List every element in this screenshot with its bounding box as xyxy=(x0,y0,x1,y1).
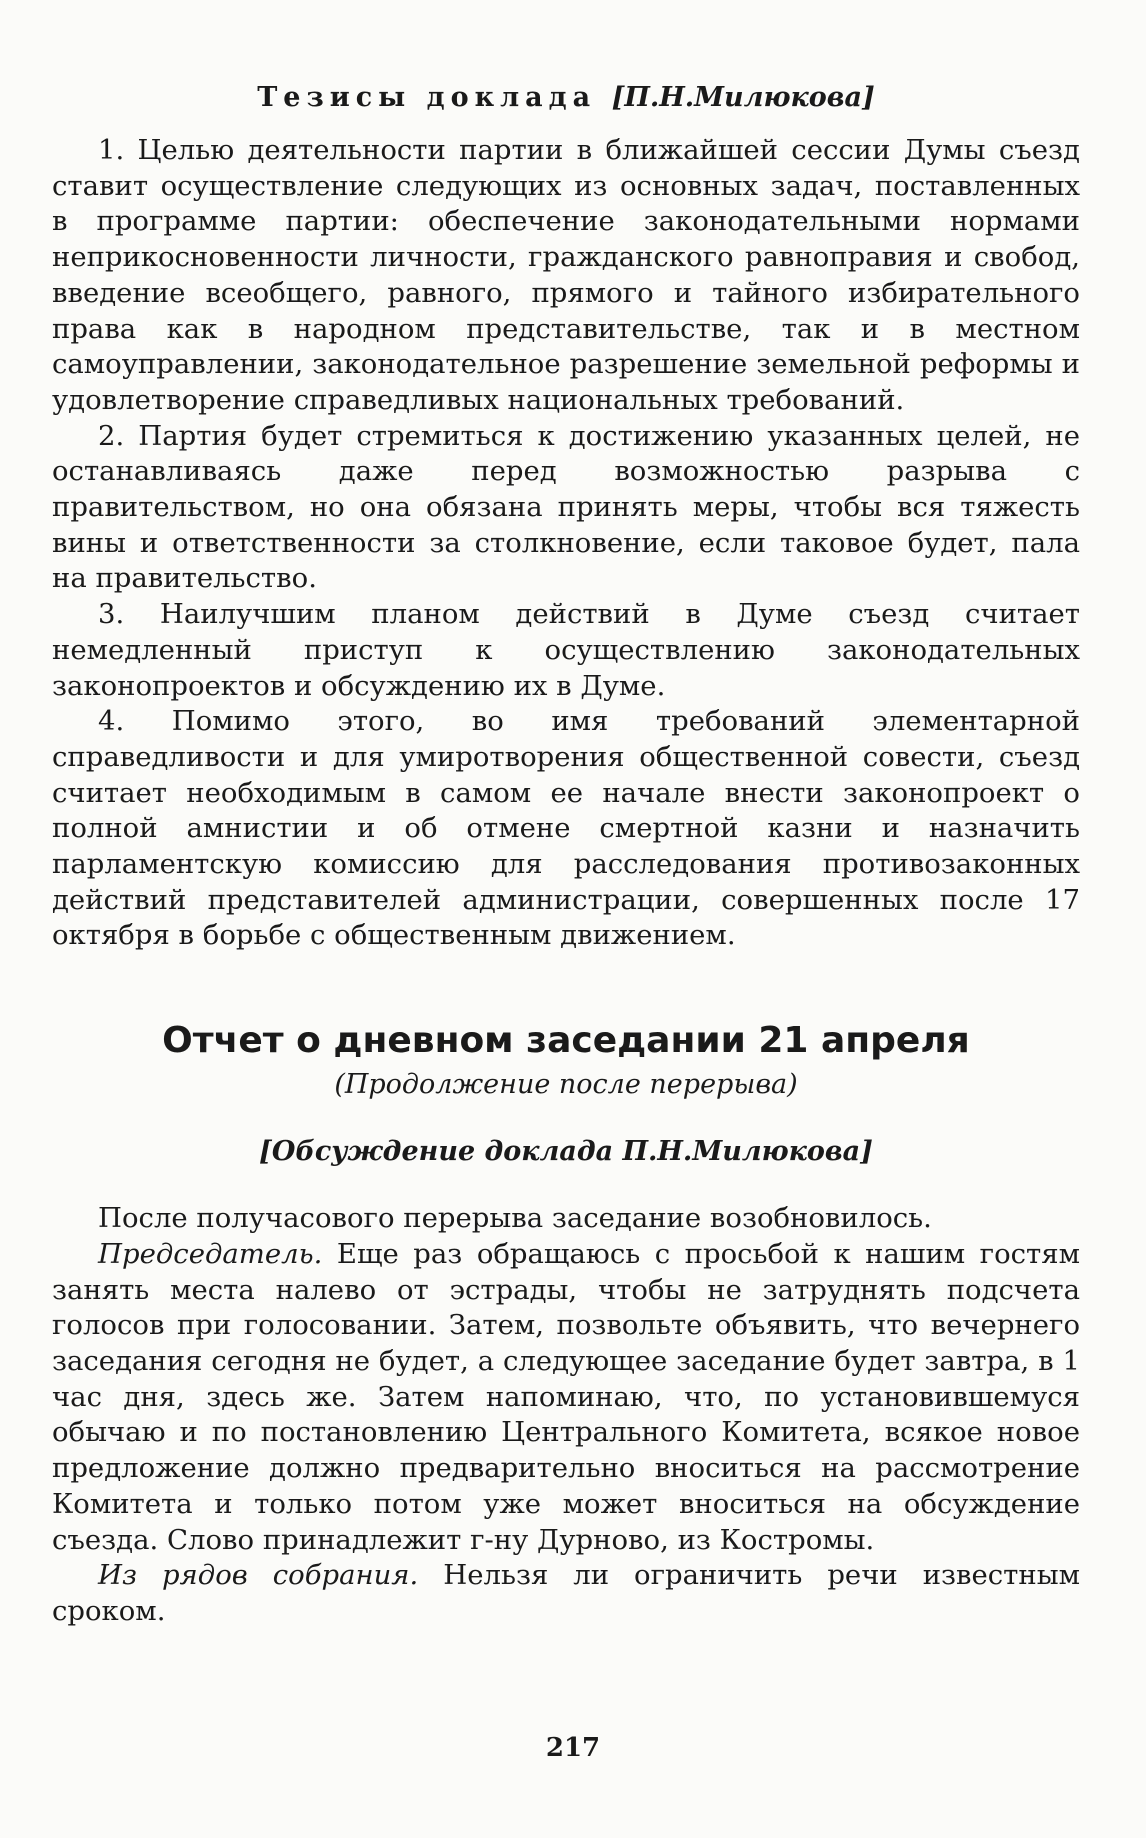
floor-remark xyxy=(52,1558,1080,1629)
report-opening: После получасового перерыва заседание возобновилось. xyxy=(98,1202,932,1235)
thesis-paragraph-2: 2. Партия будет стремиться к достижению указанных целей, не останавливаясь даже перед возможностью разрыва с правительством, но она обязана принять меры, чтобы вся тяжесть вины и ответственности за столкновение, если таковое будет, пала на правительство. xyxy=(52,419,1080,595)
thesis-paragraph-1: 1. Целью деятельности партии в ближайшей сессии Думы съезд ставит осуществление следующих из основных задач, поставленных в программе партии: обеспечение законодательными нормами неприкосновенности личности, гражданского равноправия и свобод, введение всеобщего, равного, прямого и тайного избирательного права как в народном представительстве, так и в местном самоуправлении, законодательное разрешение земельной реформы и удовлетворение справедливых национальных требований. xyxy=(52,134,1080,416)
theses-title: Тезисы доклада xyxy=(257,82,597,113)
chair-speaker: Председатель. xyxy=(98,1237,323,1270)
report-section-heading: [Обсуждение доклада П.Н.Милюкова] xyxy=(259,1136,873,1168)
floor-text: Нельзя ли ограничить речи известным сроком. xyxy=(52,1559,1080,1627)
report-title: Отчет о дневном заседании 21 апреля xyxy=(162,1020,970,1062)
theses-heading xyxy=(52,82,1080,113)
chair-text: Еще раз обращаюсь с просьбой к нашим гостям занять места налево от эстрады, чтобы не затруднять подсчета голосов при голосовании. Затем, позвольте объявить, что вечернего заседания сегодня не будет, а следующее заседание будет завтра, в 1 час дня, здесь же. Затем напоминаю, что, по установившемуся обычаю и по постановлению Центрального Комитета, всякое новое предложение должно предварительно вноситься на рассмотрение Комитета и только потом уже может вноситься на обсуждение съезда. Слово принадлежит г-ну Дурново, из Костромы. xyxy=(52,1237,1080,1556)
thesis-paragraph-3: 3. Наилучшим планом действий в Думе съезд считает немедленный приступ к осуществлению законодательных законопроектов и обсуждению их в Думе. xyxy=(52,598,1080,702)
report-subtitle: (Продолжение после перерыва) xyxy=(334,1069,798,1101)
thesis-paragraph-4: 4. Помимо этого, во имя требований элементарной справедливости и для умиротворения общественной совести, съезд считает необходимым в самом ее начале внести законопроект о полной амнистии и об отмене смертной казни и назначить парламентскую комиссию для расследования противозаконных действий представителей администрации, совершенных после 17 октября в борьбе с общественным движением. xyxy=(52,705,1080,952)
page-number: 217 xyxy=(545,1733,601,1763)
page-content xyxy=(52,82,1080,1630)
floor-speaker: Из рядов собрания. xyxy=(98,1559,419,1592)
theses-author: [П.Н.Милюкова] xyxy=(611,82,875,113)
chair-remark xyxy=(52,1237,1080,1558)
